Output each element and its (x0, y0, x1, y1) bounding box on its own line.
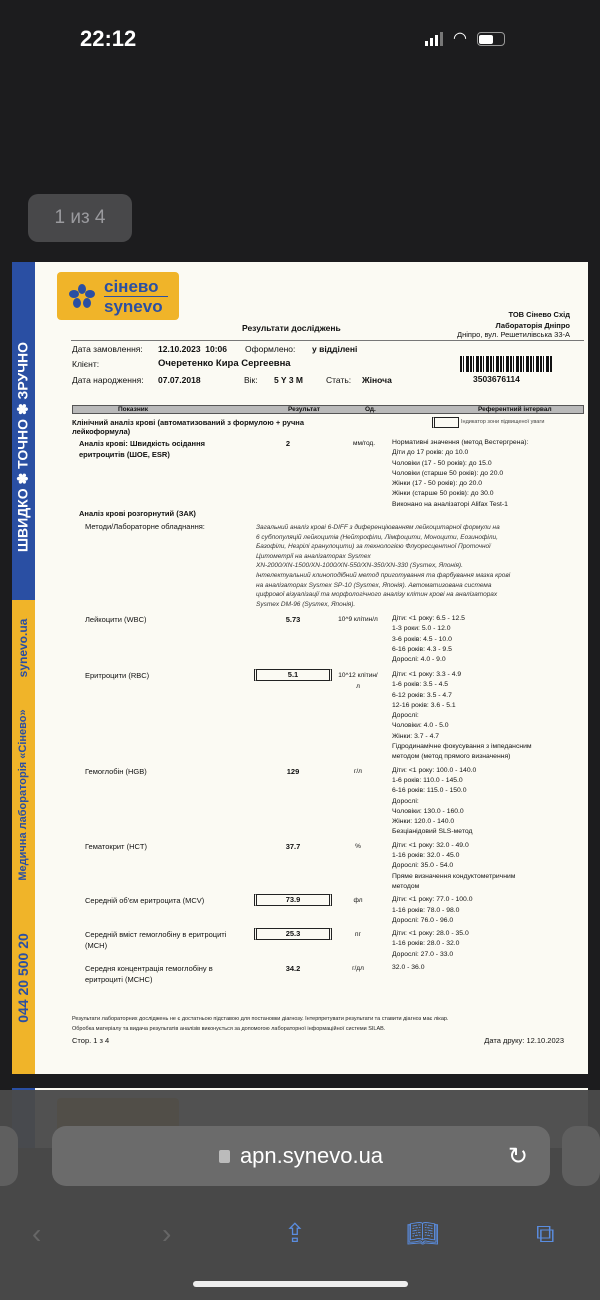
result-label: Еритроцити (RBC) (85, 671, 150, 680)
lab-branch: Лабораторія Дніпро (495, 321, 570, 330)
reference-line: Виконано на аналізаторі Alifax Test-1 (392, 500, 508, 508)
attention-legend: Індикатор зони підвищеної уваги (461, 419, 545, 425)
disclaimer: Результати лабораторних досліджень не є достатньою підставою для постановки діагнозу. Інтерпретувати результати та ставити діагноз має лікар. (72, 1016, 449, 1022)
bookmarks-icon[interactable]: 📖︎ (406, 1218, 440, 1248)
result-label: Середній вміст гемоглобіну в еритроциті (MCH) (85, 930, 227, 951)
next-tab[interactable] (562, 1126, 600, 1186)
share-icon[interactable]: ⇪ (284, 1218, 306, 1248)
reference-range (392, 895, 473, 926)
reference-line: 12-16 років: 3.6 - 5.1 (392, 701, 456, 709)
signal-icon (425, 32, 443, 46)
company-name: ТОВ Сінево Схід (508, 310, 570, 319)
methods-line: цифрової візуалізації та морфологічного аналізу клітин крові на аналізаторах (256, 591, 498, 599)
col-reference: Референтний інтервал (478, 406, 552, 413)
reference-line: Жінки (старше 50 років): до 30.0 (392, 490, 494, 498)
result-value: 129 (286, 766, 300, 776)
client-name: Очеретенко Кира Сергеевна (158, 358, 291, 369)
result-unit: г/л (354, 767, 362, 775)
logo-text-ua: сінево (104, 277, 159, 296)
methods-line: Цитометрії на аналізаторах Sysmex (256, 552, 371, 560)
status-icons (425, 32, 505, 46)
col-unit: Од. (365, 406, 376, 413)
slogan: ШВИДКО ✽ ТОЧНО ✽ ЗРУЧНО (14, 341, 31, 553)
reference-line: Діти: <1 року: 28.0 - 35.0 (392, 930, 469, 938)
attention-indicator-box (432, 417, 459, 428)
forward-icon[interactable]: › (162, 1218, 172, 1249)
result-value: 37.7 (285, 841, 301, 851)
result-label: Гематокрит (HCT) (85, 841, 147, 851)
order-date: 12.10.2023 10:06 (158, 344, 228, 354)
sex-value: Жіноча (362, 375, 392, 385)
registered-value: у відділені (312, 344, 358, 354)
reference-range (392, 963, 425, 973)
back-icon[interactable]: ‹ (32, 1218, 42, 1249)
birth-date: 07.07.2018 (158, 375, 201, 385)
barcode-number: 3503676114 (473, 374, 520, 384)
lab-address: Дніпро, вул. Решетилівська 33-А (457, 330, 570, 339)
reference-line: 1-3 роки: 5.0 - 12.0 (392, 625, 451, 633)
col-result: Результат (288, 406, 320, 413)
reference-line: Діти: <1 року: 32.0 - 49.0 (392, 841, 469, 849)
reference-line: Дорослі: 4.0 - 9.0 (392, 656, 446, 664)
methods-line: XN-2000/XN-1500/XN-1000/XN-550/XN-350/XN-330 (Sysmex, Японія). (256, 562, 463, 570)
reference-line: 1-16 років: 32.0 - 45.0 (392, 852, 460, 860)
wifi-icon: ◠ (453, 30, 467, 47)
result-label: Гемоглобін (HGB) (85, 766, 147, 776)
result-value: 73.9 (254, 894, 332, 906)
reference-line: Чоловіки: 130.0 - 160.0 (392, 807, 464, 815)
reference-line: 6-16 років: 115.0 - 150.0 (392, 787, 467, 795)
silab-note: Обробка матеріалу та видача результатів аналізів виконується за допомогою лабораторної інформаційної системи SILAB. (72, 1026, 386, 1032)
result-unit: г/дл (352, 965, 364, 973)
reference-line: 32.0 - 36.0 (392, 964, 425, 972)
lock-icon (219, 1150, 230, 1163)
reference-line: 1-6 років: 3.5 - 4.5 (392, 681, 449, 689)
section-clinical-blood: Клінічний аналіз крові (автоматизований з формулою + ручна лейкоформула) (72, 418, 305, 436)
prev-tab[interactable] (0, 1126, 18, 1186)
reference-line: Чоловіки (старше 50 років): до 20.0 (392, 469, 504, 477)
reference-line: Діти: <1 року: 77.0 - 100.0 (392, 896, 473, 904)
result-value: 25.3 (254, 928, 332, 940)
methods-line: 6 субпопуляцій лейкоцитів (Нейтрофіли, Лімфоцити, Моноцити, Еозинофіли, (256, 533, 498, 541)
esr-label: Аналіз крові: Швидкість осідання еритроцитів (ШОЕ, ESR) (79, 439, 205, 459)
reference-line: 1-16 років: 28.0 - 32.0 (392, 940, 460, 948)
reference-line: Дорослі: 35.0 - 54.0 (392, 862, 454, 870)
sidebar-slogan-band (12, 262, 35, 600)
reference-range (392, 670, 532, 763)
esr-unit: мм/год. (352, 440, 376, 447)
order-date-label: Дата замовлення: (72, 344, 143, 354)
phone: 044 20 500 20 (15, 933, 31, 1023)
reference-range (392, 766, 476, 838)
status-time: 22:12 (80, 26, 137, 51)
barcode (460, 356, 552, 372)
tabs-icon[interactable]: ⧉ (536, 1218, 555, 1248)
reference-line: методом (392, 882, 420, 890)
client-label: Клієнт: (72, 359, 100, 369)
methods-line: на аналізаторах Sysmex SP-10 (Sysmex, Японія). Автоматизована система (256, 581, 492, 589)
age-label: Вік: (244, 375, 258, 385)
reference-line: Дорослі: 27.0 - 33.0 (392, 950, 454, 958)
url-text: apn.synevo.ua (239, 1143, 384, 1168)
methods-label: Методи/Лабораторне обладнання: (85, 522, 205, 531)
section-cbc: Аналіз крові розгорнутий (ЗАК) (79, 509, 196, 518)
result-unit: 10^12 клітин/л (338, 672, 378, 690)
reference-line: 6-12 років: 3.5 - 4.7 (392, 691, 452, 699)
reference-line: 1-16 років: 78.0 - 98.0 (392, 906, 460, 914)
reference-line: Діти: <1 року: 100.0 - 140.0 (392, 766, 477, 774)
battery-icon (477, 32, 505, 46)
sex-label: Стать: (326, 375, 352, 385)
result-unit: 10^9 клітин/л (338, 616, 378, 623)
reference-line: Дорослі: (392, 797, 419, 805)
methods-text (256, 523, 510, 609)
reference-line: 3-6 років: 4.5 - 10.0 (392, 635, 452, 643)
reference-line: Діти: <1 року: 3.3 - 4.9 (392, 671, 462, 678)
esr-result: 2 (285, 439, 291, 448)
age-value: 5 Y 3 M (274, 375, 303, 385)
esr-reference (392, 438, 528, 510)
website: synevo.ua (16, 618, 30, 678)
reference-line: Жінки (17 - 50 років): до 20.0 (392, 480, 483, 488)
result-unit: % (355, 842, 361, 850)
sidebar-contact-band (12, 600, 35, 1074)
reference-line: Чоловіки (17 - 50 років): до 15.0 (392, 459, 492, 467)
reference-line: методом (метод прямого визначення) (392, 753, 511, 761)
document-page (12, 262, 588, 1074)
reference-line: Безціанідовий SLS-метод (392, 828, 473, 836)
result-label: Середня концентрація гемоглобіну в еритроциті (MCHC) (85, 964, 213, 985)
birth-date-label: Дата народження: (72, 375, 144, 385)
print-date: Дата друку: 12.10.2023 (484, 1036, 564, 1045)
reference-line: Гідродинамічне фокусування з імпедансним (392, 743, 532, 751)
document-title: Результати досліджень (242, 323, 341, 333)
reference-line: Чоловіки: 4.0 - 5.0 (392, 722, 449, 730)
reference-range (392, 929, 469, 960)
result-value: 5.73 (285, 615, 301, 624)
col-indicator: Показник (118, 406, 148, 413)
result-value: 5.1 (254, 669, 332, 681)
result-label: Середній об'єм еритроцита (MCV) (85, 896, 205, 906)
synevo-logo (57, 272, 179, 320)
reference-line: Діти: <1 року: 6.5 - 12.5 (392, 615, 465, 622)
lab-name: Медична лабораторія «Сінево» (17, 709, 29, 881)
reference-line: Жінки: 120.0 - 140.0 (392, 818, 455, 826)
reference-line: Жінки: 3.7 - 4.7 (392, 732, 440, 740)
result-value: 34.2 (285, 964, 301, 974)
reference-line: Діти до 17 років: до 10.0 (392, 449, 469, 457)
reference-range (392, 614, 465, 665)
reference-line: 6-16 років: 4.3 - 9.5 (392, 645, 452, 653)
table-header (72, 405, 584, 414)
flower-logo-icon (69, 284, 95, 308)
methods-line: Інтелектуальний клиноподібний метод приготування та фарбування мазка крові (256, 571, 511, 579)
browser-toolbar (0, 1090, 600, 1300)
methods-line: Базофіли, Незрілі гранулоцити) за технологією Флуоресцентної Проточної (256, 543, 491, 551)
reference-line: 1-6 років: 110.0 - 145.0 (392, 776, 463, 784)
page-indicator: 1 из 4 (28, 194, 132, 242)
result-label: Лейкоцити (WBC) (85, 615, 147, 624)
methods-line: Загальний аналіз крові 6-DIFF з диференціюванням лейкоцитарної формули на (256, 524, 500, 531)
result-unit: пг (355, 931, 361, 939)
result-unit: фл (353, 897, 363, 905)
reference-line: Дорослі: 76.0 - 96.0 (392, 916, 454, 924)
page-number: Стор. 1 з 4 (72, 1036, 110, 1045)
logo-text-en: synevo (104, 297, 163, 316)
reload-icon[interactable]: ↻ (507, 1142, 528, 1170)
divider (71, 340, 584, 341)
methods-line: Sysmex DM-96 (Sysmex, Японія). (256, 600, 356, 608)
reference-range (392, 841, 515, 892)
home-indicator (193, 1281, 408, 1287)
reference-line: Нормативні значення (метод Вестергрена): (392, 439, 529, 446)
registered-label: Оформлено: (245, 344, 296, 354)
reference-line: Дорослі: (392, 712, 419, 720)
reference-line: Пряме визначення кондуктометричним (392, 872, 516, 880)
address-bar[interactable] (52, 1126, 550, 1186)
